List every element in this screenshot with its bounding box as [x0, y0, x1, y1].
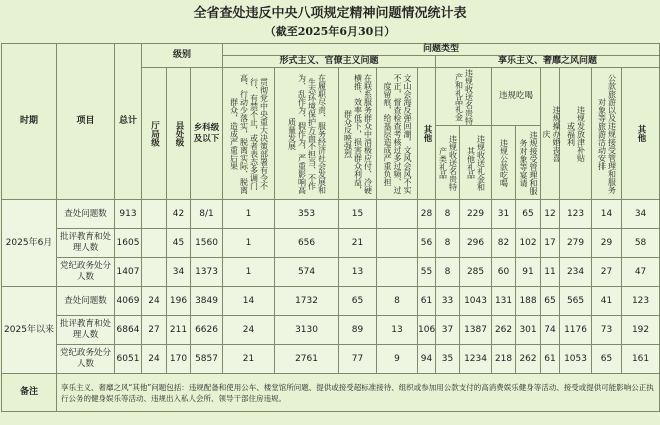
- value-cell-xian: 211: [167, 316, 191, 345]
- period-cell: 2025年以来: [2, 287, 57, 374]
- value-cell-h5: 73: [592, 316, 622, 345]
- table-row: [2, 200, 660, 229]
- header-total: 总计: [115, 44, 142, 200]
- value-cell-total: 913: [115, 200, 142, 229]
- table-row: [2, 258, 660, 287]
- header-period: 时期: [2, 44, 57, 200]
- value-cell-f3: 13: [339, 258, 377, 287]
- header-formalism: 形式主义、官僚主义问题: [223, 56, 436, 68]
- value-cell-h6: 192: [622, 316, 660, 345]
- value-cell-f4: 13: [377, 316, 418, 345]
- value-cell-xian: 170: [167, 345, 191, 374]
- value-cell-f1: 24: [223, 316, 275, 345]
- value-cell-xian: 196: [167, 287, 191, 316]
- value-cell-f4: [377, 229, 418, 258]
- header-formalism-2: 在履职尽责、服务经济社会发展和生态环境保护方面不担当、不作为、乱作为、假作为，严重影响高质量发展: [275, 68, 339, 200]
- report-title: 全省查处违反中央八项规定精神问题情况统计表: [193, 6, 467, 21]
- header-weddings: 违规操办婚丧喜庆: [541, 68, 560, 200]
- header-gifts-specialty: 违规收送名贵特产类礼品: [436, 126, 460, 200]
- value-cell-ting: [142, 258, 167, 287]
- value-cell-ting: 24: [142, 287, 167, 316]
- value-cell-f2: 2761: [275, 345, 339, 374]
- value-cell-h5: 41: [592, 287, 622, 316]
- table-row: [2, 316, 660, 345]
- value-cell-h2a: 31: [492, 200, 516, 229]
- value-cell-h2b: 91: [516, 258, 541, 287]
- value-cell-f5: 94: [418, 345, 436, 374]
- table-row: [2, 345, 660, 374]
- value-cell-h1b: 229: [460, 200, 492, 229]
- value-cell-h1a: 33: [436, 287, 460, 316]
- header-item: 项目: [57, 44, 115, 200]
- value-cell-f2: 656: [275, 229, 339, 258]
- value-cell-h1a: 8: [436, 200, 460, 229]
- value-cell-h2a: 218: [492, 345, 516, 374]
- value-cell-total: 6051: [115, 345, 142, 374]
- header-hedonism: 享乐主义、奢靡之风问题: [436, 56, 660, 68]
- header-dining-group: 违规吃喝: [492, 68, 541, 126]
- value-cell-h4: 1053: [560, 345, 592, 374]
- item-cell: 党纪政务处分人数: [57, 345, 115, 374]
- value-cell-total: 1407: [115, 258, 142, 287]
- value-cell-f1: 1: [223, 229, 275, 258]
- value-cell-f5: 106: [418, 316, 436, 345]
- value-cell-f1: 1: [223, 200, 275, 229]
- value-cell-h6: 123: [622, 287, 660, 316]
- value-cell-h3: 74: [541, 316, 560, 345]
- value-cell-f1: 1: [223, 258, 275, 287]
- header-level-xian: 县处级: [167, 68, 191, 200]
- value-cell-h1b: 1387: [460, 316, 492, 345]
- value-cell-f5: 61: [418, 287, 436, 316]
- header-dining-banquet: 违规接受管理和服务对象等宴请: [516, 126, 541, 200]
- header-formalism-other: 其他: [418, 68, 436, 200]
- header-formalism-4: 文山会海反弹回潮，文风会风不实不正，督查检查考核过多过频、过度留痕，给基层造成严重负担: [377, 68, 418, 200]
- value-cell-h5: 29: [592, 229, 622, 258]
- value-cell-f3: 65: [339, 287, 377, 316]
- table-row: [2, 287, 660, 316]
- value-cell-f3: 77: [339, 345, 377, 374]
- statistics-table: [1, 43, 660, 412]
- value-cell-h5: 14: [592, 200, 622, 229]
- header-gifts-group: 违规收送名贵特产和礼品礼金: [436, 68, 492, 126]
- header-level: 级别: [142, 44, 223, 68]
- value-cell-h2a: 60: [492, 258, 516, 287]
- header-level-ting: 厅局级: [142, 68, 167, 200]
- value-cell-xiang: 1373: [191, 258, 223, 287]
- value-cell-h6: 47: [622, 258, 660, 287]
- value-cell-xian: 34: [167, 258, 191, 287]
- value-cell-h3: 17: [541, 229, 560, 258]
- value-cell-h2a: 262: [492, 316, 516, 345]
- value-cell-f4: [377, 258, 418, 287]
- value-cell-f4: 9: [377, 345, 418, 374]
- value-cell-f5: 28: [418, 200, 436, 229]
- value-cell-h3: 12: [541, 200, 560, 229]
- value-cell-f2: 353: [275, 200, 339, 229]
- report-title-block: [0, 0, 660, 40]
- value-cell-xiang: 5857: [191, 345, 223, 374]
- value-cell-total: 4069: [115, 287, 142, 316]
- period-cell: 2025年6月: [2, 200, 57, 287]
- value-cell-h4: 565: [560, 287, 592, 316]
- table-body: [2, 200, 660, 374]
- value-cell-xian: 45: [167, 229, 191, 258]
- value-cell-h5: 27: [592, 258, 622, 287]
- item-cell: 批评教育和处理人数: [57, 229, 115, 258]
- value-cell-h2b: 262: [516, 345, 541, 374]
- value-cell-xiang: 3849: [191, 287, 223, 316]
- value-cell-h2a: 82: [492, 229, 516, 258]
- value-cell-h1b: 285: [460, 258, 492, 287]
- value-cell-f1: 14: [223, 287, 275, 316]
- header-problem-type: 问题类型: [223, 44, 660, 56]
- value-cell-xiang: 1560: [191, 229, 223, 258]
- value-cell-h5: 65: [592, 345, 622, 374]
- value-cell-ting: 24: [142, 345, 167, 374]
- item-cell: 党纪政务处分人数: [57, 258, 115, 287]
- value-cell-h2a: 131: [492, 287, 516, 316]
- value-cell-h2b: 188: [516, 287, 541, 316]
- value-cell-ting: 27: [142, 316, 167, 345]
- value-cell-f5: 56: [418, 229, 436, 258]
- value-cell-f4: 8: [377, 287, 418, 316]
- value-cell-h1b: 296: [460, 229, 492, 258]
- value-cell-h1a: 35: [436, 345, 460, 374]
- value-cell-h2b: 65: [516, 200, 541, 229]
- value-cell-xiang: 6626: [191, 316, 223, 345]
- header-formalism-1: 贯彻党中央重大决策部署有令不行、有禁不止，或者表态多调门高、行动少落实，脱离实际、脱离群众，造成严重后果: [223, 68, 275, 200]
- header-level-xiang: 乡科级及以下: [191, 68, 223, 200]
- header-hedonism-other: 其他: [622, 68, 660, 200]
- value-cell-h3: 61: [541, 345, 560, 374]
- value-cell-h3: 65: [541, 287, 560, 316]
- value-cell-xian: 42: [167, 200, 191, 229]
- value-cell-f4: [377, 200, 418, 229]
- value-cell-ting: [142, 229, 167, 258]
- table-row: [2, 229, 660, 258]
- value-cell-f2: 574: [275, 258, 339, 287]
- header-gifts-cash: 违规收送礼金和其他礼品: [460, 126, 492, 200]
- item-cell: 批评教育和处理人数: [57, 316, 115, 345]
- header-dining-public: 违规公款吃喝: [492, 126, 516, 200]
- value-cell-h2b: 301: [516, 316, 541, 345]
- value-cell-h6: 161: [622, 345, 660, 374]
- value-cell-total: 1605: [115, 229, 142, 258]
- value-cell-h6: 34: [622, 200, 660, 229]
- value-cell-xiang: 8/1: [191, 200, 223, 229]
- value-cell-h4: 234: [560, 258, 592, 287]
- value-cell-total: 6864: [115, 316, 142, 345]
- item-cell: 查处问题数: [57, 200, 115, 229]
- value-cell-h1a: 8: [436, 258, 460, 287]
- value-cell-h4: 279: [560, 229, 592, 258]
- note-label: 备注: [2, 374, 57, 412]
- report-subtitle: （截至2025年6月30日）: [264, 25, 396, 38]
- value-cell-f3: 21: [339, 229, 377, 258]
- item-cell: 查处问题数: [57, 287, 115, 316]
- value-cell-h2b: 102: [516, 229, 541, 258]
- value-cell-f2: 3130: [275, 316, 339, 345]
- value-cell-h3: 11: [541, 258, 560, 287]
- value-cell-f1: 21: [223, 345, 275, 374]
- header-tourism: 公款旅游以及违规接受管理和服务对象等旅游活动安排: [592, 68, 622, 200]
- value-cell-h1a: 8: [436, 229, 460, 258]
- value-cell-h6: 58: [622, 229, 660, 258]
- value-cell-f3: 89: [339, 316, 377, 345]
- value-cell-h1b: 1043: [460, 287, 492, 316]
- note-text: 享乐主义、奢靡之风“其他”问题包括：违规配备和使用公车、楼堂馆所问题、提供或接受超标准接待、组织或参加用公款支付的高消费娱乐健身等活动、接受或提供可能影响公正执行公务的健身娱乐等活动、违规出入私人会所、领导干部住房违规。: [57, 374, 660, 412]
- value-cell-f5: 55: [418, 258, 436, 287]
- header-allowances: 违规发放津补贴或福利: [560, 68, 592, 200]
- value-cell-h1a: 37: [436, 316, 460, 345]
- value-cell-f3: 15: [339, 200, 377, 229]
- value-cell-h1b: 1234: [460, 345, 492, 374]
- value-cell-f2: 1732: [275, 287, 339, 316]
- value-cell-h4: 1176: [560, 316, 592, 345]
- value-cell-ting: [142, 200, 167, 229]
- header-formalism-3: 在联系服务群众中消极应付、冷硬横推、效率低下，损害群众利益，群众反映强烈: [339, 68, 377, 200]
- value-cell-h4: 123: [560, 200, 592, 229]
